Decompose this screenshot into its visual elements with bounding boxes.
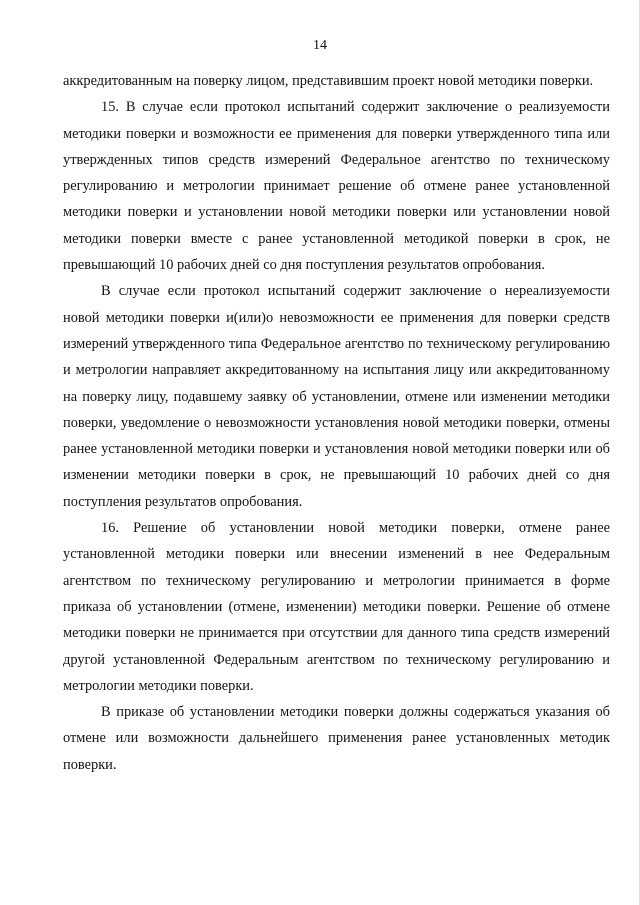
paragraph-item-16: 16. Решение об установлении новой методики поверки, отмене ранее установленной методики поверки или внесении изменений в нее Федеральным агентством по техническому регулированию и метрологии принимается в форме приказа об установлении (отмене, изменении) методики поверки. Решение об отмене методики поверки не принимается при отсутствии для данного типа средств измерений другой установленной Федеральным агентством по техническому регулированию и метрологии методики поверки.: [63, 520, 610, 694]
paragraph-continuation: аккредитованным на поверку лицом, представившим проект новой методики поверки.: [63, 73, 594, 89]
paragraph-nonrealizable-case: В случае если протокол испытаний содержит заключение о нереализуемости новой методики поверки и(или)о невозможности ее применения для поверки средств измерений утвержденного типа Федеральное агентство по техническому регулированию и метрологии направляет аккредитованному на испытания лицу или аккредитованному на поверку лицу, подавшему заявку об установлении, отмене или изменении методики поверки, уведомление о невозможности установления новой методики поверки, отмены ранее установленной методики поверки и установления новой методики поверки или об изменении методики поверки в срок, не превышающий 10 рабочих дней со дня поступления результатов опробования.: [63, 283, 610, 510]
paragraph-item-15: 15. В случае если протокол испытаний содержит заключение о реализуемости методики поверки и возможности ее применения для поверки утвержденного типа или утвержденных типов средств измерений Федеральное агентство по техническому регулированию и метрологии принимает решение об отмене ранее установленной методики поверки и установлении новой методики поверки или установлении новой методики поверки вместе с ранее установленной методикой поверки в срок, не превышающий 10 рабочих дней со дня поступления результатов опробования.: [63, 99, 610, 274]
page-number: 14: [313, 38, 327, 53]
document-body: [63, 68, 610, 778]
paragraph-order-contents: В приказе об установлении методики поверки должны содержаться указания об отмене или возможности дальнейшего применения ранее установленных методик поверки.: [63, 704, 610, 773]
